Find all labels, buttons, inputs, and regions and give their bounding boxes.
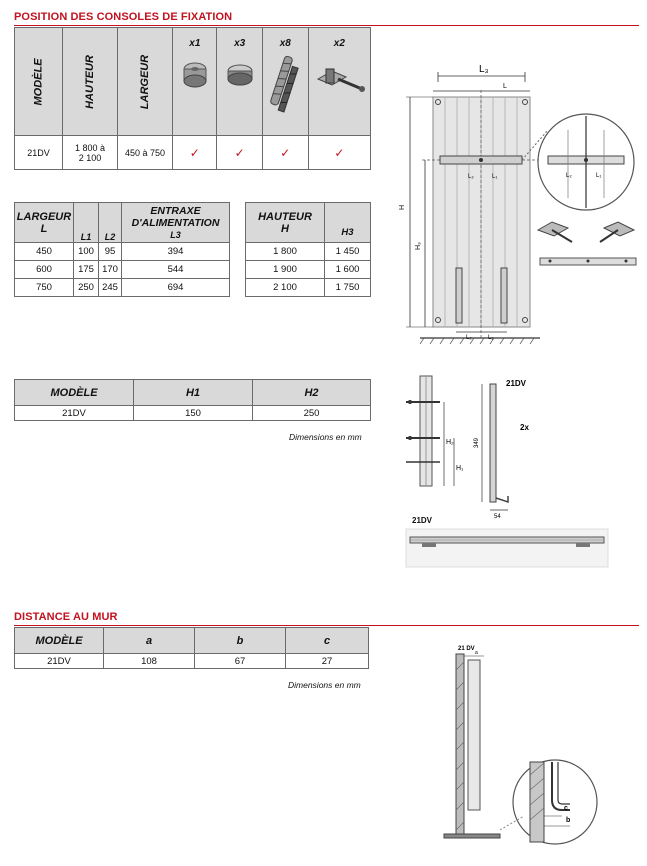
table-cell: 600 bbox=[15, 261, 74, 279]
table-cell: 1 600 bbox=[325, 261, 371, 279]
cap-icon bbox=[181, 57, 209, 97]
table-cell: 21DV bbox=[15, 406, 134, 421]
th-largeur: LARGEUR L bbox=[15, 203, 74, 243]
washer-icon bbox=[225, 57, 255, 97]
label-h: H bbox=[399, 204, 406, 210]
th-hauteur: HAUTEUR H bbox=[246, 203, 325, 243]
col-modele: MODÈLE bbox=[15, 28, 63, 136]
table-cell: 2 100 bbox=[246, 279, 325, 297]
largeur-table bbox=[14, 202, 230, 297]
col-screw-anchor: x8 bbox=[262, 28, 308, 136]
label-l: L bbox=[503, 83, 507, 90]
distance-table bbox=[14, 627, 369, 669]
radiator-top-view bbox=[404, 527, 610, 569]
svg-text:L₂: L₂ bbox=[466, 335, 472, 341]
table-cell: 108 bbox=[104, 654, 195, 669]
radiator-front-diagram bbox=[400, 60, 645, 350]
console-bracket-icon bbox=[312, 59, 366, 99]
cell-width: 450 à 750 bbox=[117, 136, 172, 170]
label-54: 54 bbox=[494, 514, 501, 520]
label-l3: L₃ bbox=[479, 64, 489, 75]
check-icon: ✓ bbox=[217, 136, 262, 170]
table-cell: 1 800 bbox=[246, 243, 325, 261]
label-h2: H₂ bbox=[446, 439, 454, 446]
h-table bbox=[14, 379, 371, 421]
label-model: 21DV bbox=[506, 379, 527, 388]
th-h1: H1 bbox=[134, 380, 253, 406]
label-b: b bbox=[566, 817, 571, 824]
table-cell: 95 bbox=[99, 243, 122, 261]
label-c: c bbox=[564, 805, 568, 812]
diagram3-model: 21DV bbox=[412, 516, 433, 525]
check-icon: ✓ bbox=[308, 136, 370, 170]
cell-model: 21DV bbox=[15, 136, 63, 170]
th-h2: H2 bbox=[253, 380, 371, 406]
table-cell: 250 bbox=[74, 279, 99, 297]
bracket-side-diagram bbox=[400, 372, 560, 522]
table-cell: 100 bbox=[74, 243, 99, 261]
check-icon: ✓ bbox=[173, 136, 217, 170]
svg-text:L₁: L₁ bbox=[596, 173, 602, 179]
table-cell: 1 900 bbox=[246, 261, 325, 279]
col-cap: x1 bbox=[173, 28, 217, 136]
label-l1: L₁ bbox=[492, 174, 498, 180]
table-cell: 544 bbox=[122, 261, 230, 279]
table-cell: 170 bbox=[99, 261, 122, 279]
table-cell: 175 bbox=[74, 261, 99, 279]
label-349: 349 bbox=[474, 437, 480, 448]
dimensions-note: Dimensions en mm bbox=[288, 680, 361, 690]
col-washer: x3 bbox=[217, 28, 262, 136]
svg-text:L₁: L₁ bbox=[488, 335, 494, 341]
cell-height: 1 800 à 2 100 bbox=[63, 136, 118, 170]
table-cell: 694 bbox=[122, 279, 230, 297]
col-largeur: LARGEUR bbox=[117, 28, 172, 136]
hauteur-table bbox=[245, 202, 371, 297]
consoles-table bbox=[14, 27, 371, 170]
label-qty: 2x bbox=[520, 423, 529, 432]
label-l2: L₂ bbox=[468, 174, 474, 180]
check-icon: ✓ bbox=[262, 136, 308, 170]
th-h3: H3 bbox=[325, 203, 371, 243]
svg-text:L₂: L₂ bbox=[566, 173, 572, 179]
th-l1: L1 bbox=[74, 203, 99, 243]
label-h3: H₃ bbox=[415, 242, 422, 250]
svg-text:a: a bbox=[475, 650, 478, 656]
table-cell: 394 bbox=[122, 243, 230, 261]
wall-distance-diagram bbox=[440, 640, 610, 850]
table-cell: 750 bbox=[15, 279, 74, 297]
th-b: b bbox=[195, 628, 286, 654]
table-cell: 150 bbox=[134, 406, 253, 421]
table-cell: 67 bbox=[195, 654, 286, 669]
table-cell: 1 750 bbox=[325, 279, 371, 297]
table-cell: 1 450 bbox=[325, 243, 371, 261]
dimensions-note: Dimensions en mm bbox=[289, 432, 362, 442]
th-modele: MODÈLE bbox=[15, 380, 134, 406]
col-hauteur: HAUTEUR bbox=[63, 28, 118, 136]
th-c: c bbox=[286, 628, 369, 654]
section-title-fixation: POSITION DES CONSOLES DE FIXATION bbox=[14, 11, 233, 23]
th-a: a bbox=[104, 628, 195, 654]
section-divider bbox=[14, 25, 639, 26]
section-divider bbox=[14, 625, 639, 626]
col-console: x2 bbox=[308, 28, 370, 136]
table-cell: 21DV bbox=[15, 654, 104, 669]
table-cell: 250 bbox=[253, 406, 371, 421]
table-cell: 245 bbox=[99, 279, 122, 297]
th-entraxe: ENTRAXE D'ALIMENTATION L3 bbox=[122, 203, 230, 243]
label-model: 21 DV bbox=[458, 646, 475, 652]
screw-anchor-icon bbox=[268, 51, 302, 121]
th-l2: L2 bbox=[99, 203, 122, 243]
th-modele: MODÈLE bbox=[15, 628, 104, 654]
label-h1: H₁ bbox=[456, 465, 464, 472]
section-title-distance: DISTANCE AU MUR bbox=[14, 611, 118, 623]
table-cell: 27 bbox=[286, 654, 369, 669]
table-cell: 450 bbox=[15, 243, 74, 261]
